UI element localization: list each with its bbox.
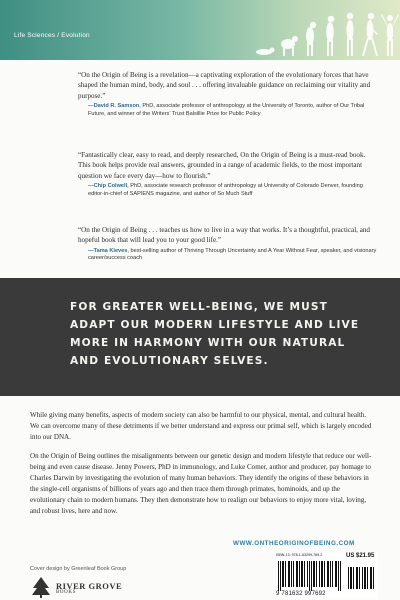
isbn-label: ISBN-13: 978-1-63299-769-2 <box>276 553 323 557</box>
publisher-logo <box>30 576 130 600</box>
barcode-bars-icon <box>276 561 378 591</box>
endorsement-quote-2 <box>78 150 378 198</box>
quote-credentials: , PhD, associate professor of anthropology at the University of Toronto, author of Our Tribal Future, and winner of the Writers’ Trust Balsillie Prize for Public Policy <box>88 103 365 117</box>
top-banner <box>0 0 400 60</box>
headline-text: FOR GREATER WELL-BEING, WE MUST ADAPT OUR MODERN LIFESTYLE AND LIVE MORE IN HARMONY WITH OUR NATURAL AND EVOLUTIONARY SELVES. <box>70 301 360 367</box>
isbn-barcode <box>276 553 378 599</box>
quote-author: —David R. Samson <box>88 103 140 110</box>
quote-author: —Chip Colwell <box>88 183 128 190</box>
quote-text: “On the Origin of Being . . . teaches us how to live in a way that works. It’s a thoughtful, practical, and hopeful book that will lead you to your good life.” <box>78 226 370 245</box>
quote-text: “Fantastically clear, easy to read, and deeply researched, On the Origin of Being is a must-read book. This book helps provide real answers, grounded in a range of academic fields, to the most important question we face every day—how to flourish.” <box>78 151 366 180</box>
endorsement-quote-3 <box>78 225 378 263</box>
quote-author: —Tama Kieves <box>88 247 128 254</box>
endorsement-quote-1 <box>78 70 378 118</box>
description-paragraph-1: While giving many benefits, aspects of modern society can also be harmful to our physical, mental, and cultural health. We can overcome many of these detriments if we better understand and express our primal self, which is largely encoded into our DNA. <box>30 411 372 441</box>
description-paragraph-2: On the Origin of Being outlines the misalignments between our genetic design and modern lifestyle that reduce our well-being and even cause disease. Jenny Powers, PhD in immunology, and Luke Comer, author and producer, pay homage to Charles Darwin by investigating the evolution of many human behaviors. They identify the origins of these behaviors in the single-cell organisms of billions of years ago and then trace them through primates, hominoids, and up the evolutionary chain to modern humans. They then demonstrate how to realign our behaviors to enjoy more vital, loving, and robust lives, here and now. <box>30 452 372 515</box>
isbn-number: 9 781632 997692 <box>276 591 326 597</box>
quote-credentials: , best-selling author of Thriving Through Uncertainty and A Year Without Fear, speaker, and visionary career/success coach <box>88 247 377 262</box>
category-label: Life Sciences / Evolution <box>14 32 90 39</box>
quote-attribution <box>78 248 378 263</box>
headline-band <box>0 278 400 396</box>
quote-attribution <box>78 183 378 198</box>
publisher-name: RIVER GROVE <box>56 581 123 591</box>
website-link[interactable]: WWW.ONTHEORIGINOFBEING.COM <box>233 540 355 547</box>
quote-text: “On the Origin of Being is a revelation—a captivating exploration of the evolutionary forces that have shaped the human mind, body, and soul . . . offering invaluable guidance on reclaiming our vitality and purpose.” <box>78 71 371 100</box>
price-label: US $21.95 <box>346 553 375 559</box>
cover-design-credit: Cover design by Greenleaf Book Group <box>30 566 127 572</box>
tree-icon <box>30 576 52 598</box>
quote-credentials: , PhD, associate research professor of anthropology at University of Colorado Denver, founding editor-in-chief of SAPIENS magazine, and author of So Much Stuff <box>88 183 363 197</box>
publisher-sub: BOOKS <box>56 590 76 595</box>
quote-attribution <box>78 103 378 118</box>
evolution-silhouettes-icon <box>250 4 400 60</box>
